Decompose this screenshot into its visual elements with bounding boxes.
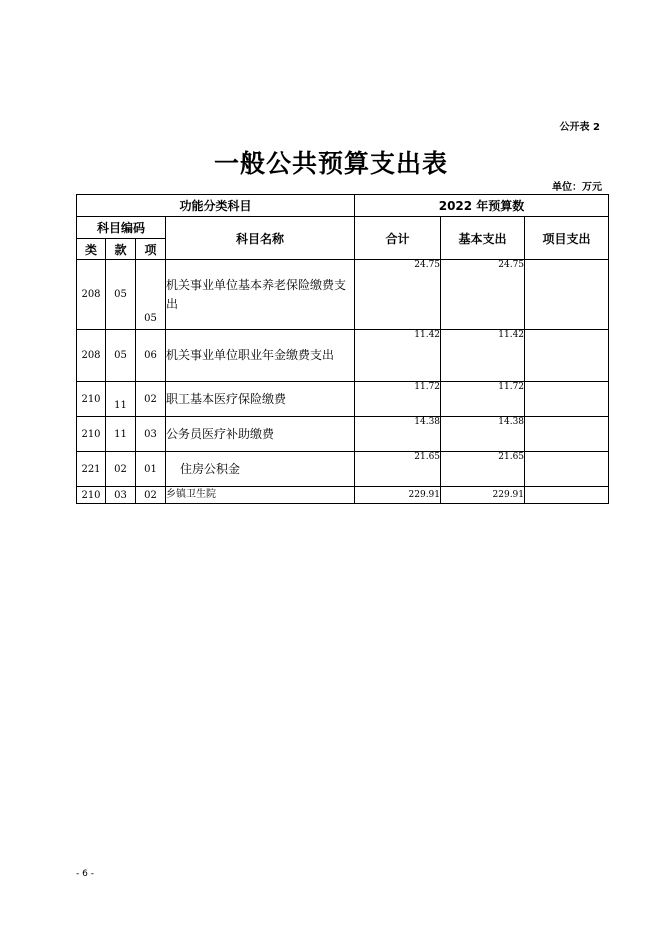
table-row [77,330,609,382]
total-cell: 229.91 [355,487,441,504]
total-cell: 21.65 [355,452,441,487]
class-cell: 210 [77,487,106,504]
class-cell: 210 [77,382,106,417]
project-cell [525,487,609,504]
class-cell: 208 [77,330,106,382]
subject-name-cell: 公务员医疗补助缴费 [166,417,355,452]
subject-name-cell: 机关事业单位基本养老保险缴费支出 [166,260,355,330]
project-cell [525,452,609,487]
class-cell: 221 [77,452,106,487]
header-row-2 [77,217,609,239]
table-row [77,260,609,330]
item-cell: 06 [136,330,166,382]
total-cell: 11.72 [355,382,441,417]
section-cell: 05 [106,260,136,330]
project-expense-header: 项目支出 [525,217,609,260]
budget-year-header: 2022 年预算数 [355,195,609,217]
total-cell: 24.75 [355,260,441,330]
project-cell [525,330,609,382]
item-header: 项 [136,239,166,260]
table-row [77,382,609,417]
basic-expense-header: 基本支出 [441,217,525,260]
basic-cell: 21.65 [441,452,525,487]
subject-name-cell: 住房公积金 [166,452,355,487]
section-cell: 05 [106,330,136,382]
basic-cell: 11.72 [441,382,525,417]
basic-cell: 229.91 [441,487,525,504]
subject-name-cell: 机关事业单位职业年金缴费支出 [166,330,355,382]
item-cell: 02 [136,487,166,504]
section-cell: 02 [106,452,136,487]
table-row [77,487,609,504]
doc-tag: 公开表 2 [559,122,600,133]
item-cell: 01 [136,452,166,487]
header-row-1 [77,195,609,217]
item-cell: 03 [136,417,166,452]
class-cell: 208 [77,260,106,330]
section-cell: 11 [106,382,136,417]
section-cell: 03 [106,487,136,504]
section-cell: 11 [106,417,136,452]
basic-cell: 11.42 [441,330,525,382]
page-title: 一般公共预算支出表 [213,149,448,178]
item-cell: 05 [136,260,166,330]
class-header: 类 [77,239,106,260]
total-cell: 14.38 [355,417,441,452]
subject-name-cell: 乡镇卫生院 [166,487,355,504]
budget-table [76,194,609,504]
functional-category-header: 功能分类科目 [77,195,355,217]
total-cell: 11.42 [355,330,441,382]
project-cell [525,260,609,330]
project-cell [525,417,609,452]
basic-cell: 14.38 [441,417,525,452]
class-cell: 210 [77,417,106,452]
table-row [77,452,609,487]
item-cell: 02 [136,382,166,417]
subject-name-header: 科目名称 [166,217,355,260]
subject-name-cell: 职工基本医疗保险缴费 [166,382,355,417]
table-row [77,417,609,452]
total-header: 合计 [355,217,441,260]
subject-code-header: 科目编码 [77,217,166,239]
unit-label: 单位：万元 [552,182,602,193]
page-number: - 6 - [76,869,94,879]
section-header: 款 [106,239,136,260]
basic-cell: 24.75 [441,260,525,330]
project-cell [525,382,609,417]
